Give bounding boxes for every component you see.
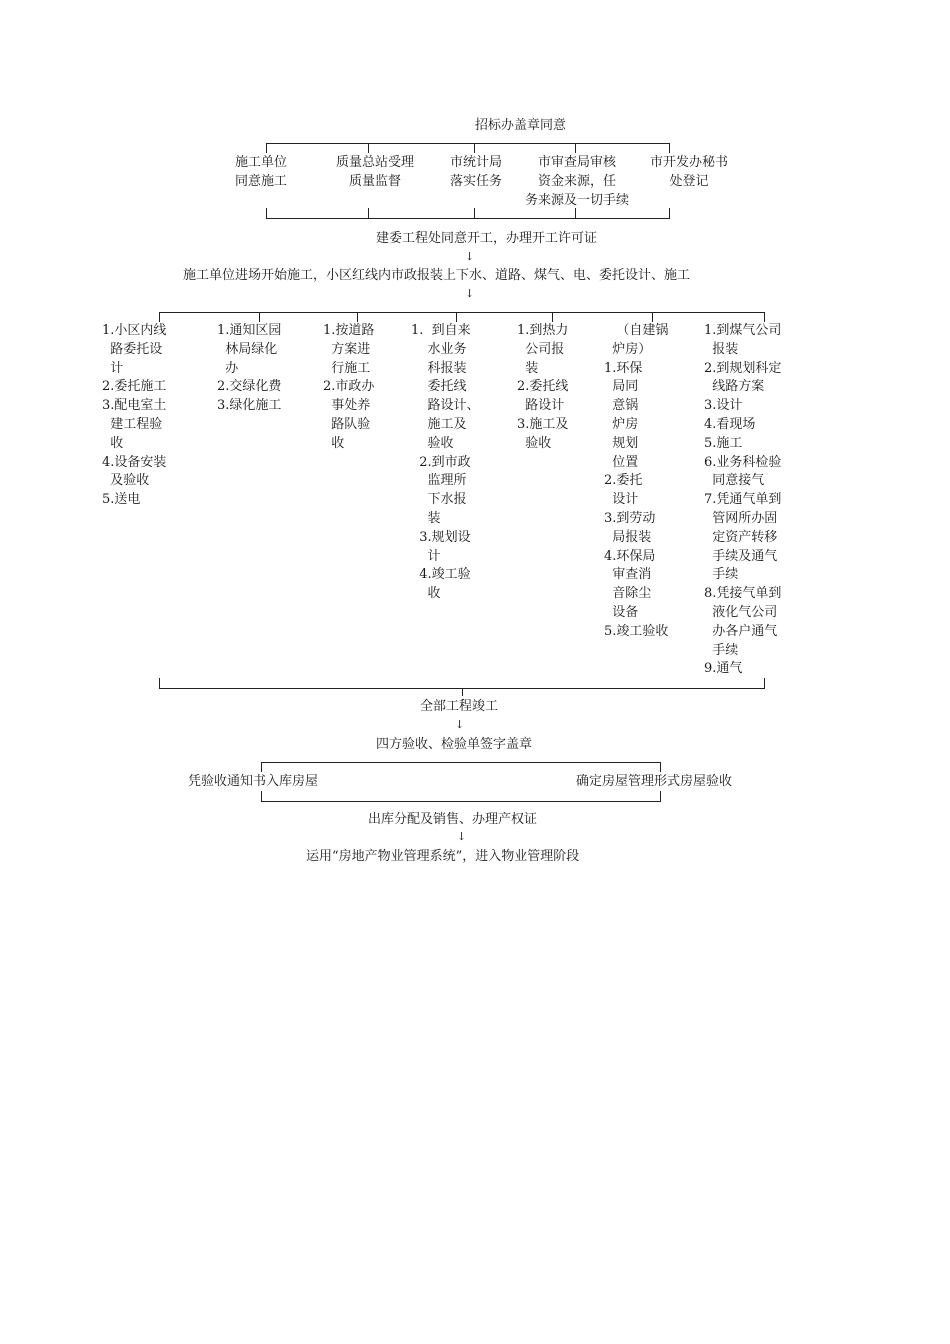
column-0-line: 路委托设 <box>102 341 163 357</box>
column-roads <box>323 322 374 454</box>
columns-bottom-center-stem <box>462 688 463 696</box>
column-greening <box>217 322 281 416</box>
row1-development-office <box>640 153 738 191</box>
step-four-party-inspection: 四方验收、检验单签字盖章 <box>376 737 533 752</box>
row1-bottom-tick-5 <box>669 208 670 218</box>
row1-item-line: 落实任务 <box>449 174 502 189</box>
column-6-line: 5.施工 <box>704 435 743 451</box>
split-right-management: 确定房屋管理形式房屋验收 <box>576 774 733 789</box>
column-6-line: 办各户通气 <box>704 623 778 639</box>
top-bracket-tick-3 <box>474 143 475 153</box>
column-3-line: 计 <box>411 548 441 564</box>
step-permit: 建委工程处同意开工，办理开工许可证 <box>376 231 598 246</box>
column-boiler-room <box>604 322 668 642</box>
column-0-line: 4.设备安装 <box>102 454 167 470</box>
column-5-line: 设计 <box>604 492 639 508</box>
column-6-line: 管网所办固 <box>704 510 778 526</box>
split-tick-left <box>261 762 262 772</box>
column-5-line: 2.委托 <box>604 473 643 489</box>
column-3-line: 2.到市政 <box>411 454 471 470</box>
top-bracket-tick-5 <box>669 143 670 153</box>
columns-top-tick-1 <box>159 312 160 322</box>
column-3-line: 下水报 <box>411 492 467 508</box>
column-5-line: 局同 <box>604 379 639 395</box>
column-2-line: 2.市政办 <box>323 379 375 395</box>
step-construction-start: 施工单位进场开始施工，小区红线内市政报装上下水、道路、煤气、电、委托设计、施工 <box>183 268 691 283</box>
column-6-line: 9.通气 <box>704 661 743 677</box>
row1-item-line: 务来源及一切手续 <box>524 193 629 208</box>
column-6-line: 定资产转移 <box>704 529 778 545</box>
column-5-line: 设备 <box>604 604 639 620</box>
column-3-line: 收 <box>411 586 441 602</box>
row1-item-line: 资金来源，任 <box>537 174 616 189</box>
top-bracket-tick-4 <box>575 143 576 153</box>
arrow-down-icon: ↓ <box>465 250 475 263</box>
column-6-line: 同意接气 <box>704 473 765 489</box>
column-0-line: 2.委托施工 <box>102 379 167 395</box>
row1-item-line: 市开发办秘书 <box>649 155 728 170</box>
column-3-line: 委托线 <box>411 379 467 395</box>
row1-item-line: 市统计局 <box>449 155 502 170</box>
column-0-line: 及验收 <box>102 473 150 489</box>
column-5-line: 规划 <box>604 435 639 451</box>
column-3-line: 1. 到自来 <box>411 323 471 338</box>
row1-item-line: 施工单位 <box>234 155 287 170</box>
column-3-line: 监理所 <box>411 473 467 489</box>
top-bracket-tick-2 <box>368 143 369 153</box>
column-3-line: 3.规划设 <box>411 529 471 545</box>
column-2-line: 事处养 <box>323 398 371 414</box>
columns-bottom-tick-left <box>159 678 160 688</box>
column-0-line: 计 <box>102 360 124 376</box>
column-3-line: 科报装 <box>411 360 467 376</box>
column-6-line: 报装 <box>704 341 739 357</box>
top-bracket-line <box>266 143 670 144</box>
column-5-line: 音除尘 <box>604 586 652 602</box>
column-5-line: 意锅 <box>604 398 639 414</box>
step-all-complete: 全部工程竣工 <box>420 699 499 714</box>
columns-bottom-tick-right <box>764 678 765 688</box>
column-4-line: 公司报 <box>517 341 565 357</box>
split-tick-right <box>660 762 661 772</box>
column-1-line: 3.绿化施工 <box>217 398 282 414</box>
column-0-line: 1.小区内线 <box>102 323 167 338</box>
column-2-line: 1.按道路 <box>323 323 375 338</box>
column-4-line: 路设计 <box>517 398 565 414</box>
row1-bottom-bracket-line <box>266 218 670 219</box>
column-5-line: 3.到劳动 <box>604 510 656 526</box>
row1-bottom-tick-2 <box>368 208 369 218</box>
column-6-line: 手续 <box>704 567 739 583</box>
columns-top-tick-7 <box>764 312 765 322</box>
column-heating <box>517 322 568 454</box>
column-5-line: 炉房 <box>604 416 639 432</box>
column-5-line: 位置 <box>604 454 639 470</box>
split-bracket-line <box>261 762 661 763</box>
column-1-line: 办 <box>217 360 239 376</box>
column-6-line: 7.凭通气单到 <box>704 492 782 508</box>
column-6-line: 4.看现场 <box>704 416 756 432</box>
columns-top-tick-4 <box>456 312 457 322</box>
columns-top-tick-6 <box>652 312 653 322</box>
column-6-line: 1.到煤气公司 <box>704 323 782 338</box>
arrow-down-icon: ↓ <box>455 718 465 731</box>
column-5-line: 4.环保局 <box>604 548 656 564</box>
top-bracket-tick-1 <box>266 143 267 153</box>
column-3-line: 施工及 <box>411 416 467 432</box>
column-6-line: 2.到规划科定 <box>704 360 782 376</box>
column-gas <box>704 322 781 679</box>
title-tender-approval: 招标办盖章同意 <box>475 118 567 133</box>
column-4-line: 3.施工及 <box>517 416 569 432</box>
columns-top-bracket-line <box>159 312 765 313</box>
column-5-line: 审查消 <box>604 567 652 583</box>
row1-construction-unit <box>218 153 304 191</box>
split-tick-left-bottom <box>261 791 262 801</box>
row1-item-line: 处登记 <box>669 174 709 189</box>
column-5-line: 局报装 <box>604 529 652 545</box>
column-6-line: 3.设计 <box>704 398 743 414</box>
row1-bottom-tick-3 <box>474 208 475 218</box>
column-4-line: 验收 <box>517 435 552 451</box>
column-0-line: 建工程验 <box>102 416 163 432</box>
column-3-line: 4.竣工验 <box>411 567 471 583</box>
column-water <box>411 322 480 604</box>
column-6-line: 手续 <box>704 642 739 658</box>
column-5-line: 5.竣工验收 <box>604 623 669 639</box>
row1-audit-bureau <box>515 153 639 210</box>
row1-bottom-tick-1 <box>266 208 267 218</box>
column-0-line: 收 <box>102 435 124 451</box>
column-5-line: 炉房） <box>604 341 652 357</box>
step-distribution: 出库分配及销售、办理产权证 <box>368 812 538 827</box>
columns-top-tick-3 <box>357 312 358 322</box>
column-3-line: 路设计、 <box>411 398 480 414</box>
column-4-line: 装 <box>517 360 539 376</box>
split-tick-right-bottom <box>660 791 661 801</box>
columns-top-tick-5 <box>552 312 553 322</box>
arrow-down-icon: ↓ <box>465 287 475 300</box>
column-6-line: 线路方案 <box>704 379 765 395</box>
row1-statistics-bureau <box>436 153 516 191</box>
row1-item-line: 质量总站受理 <box>335 155 414 170</box>
row1-bottom-tick-4 <box>575 208 576 218</box>
column-6-line: 手续及通气 <box>704 548 778 564</box>
row1-item-line: 市审查局审核 <box>537 155 616 170</box>
column-3-line: 验收 <box>411 435 454 451</box>
arrow-down-icon: ↓ <box>457 830 467 843</box>
column-0-line: 3.配电室土 <box>102 398 167 414</box>
column-6-line: 6.业务科检验 <box>704 454 782 470</box>
column-1-line: 1.通知区园 <box>217 323 282 338</box>
column-6-line: 8.凭接气单到 <box>704 586 782 602</box>
step-property-management: 运用“房地产物业管理系统”，进入物业管理阶段 <box>306 849 580 864</box>
column-2-line: 路队验 <box>323 416 371 432</box>
split-left-warehouse: 凭验收通知书入库房屋 <box>188 774 319 789</box>
column-5-line: （自建锅 <box>604 323 669 338</box>
column-1-line: 林局绿化 <box>217 341 278 357</box>
row1-quality-station <box>326 153 424 191</box>
column-2-line: 行施工 <box>323 360 371 376</box>
column-3-line: 水业务 <box>411 341 467 357</box>
column-1-line: 2.交绿化费 <box>217 379 282 395</box>
column-3-line: 装 <box>411 510 441 526</box>
column-2-line: 收 <box>323 435 345 451</box>
split-bottom-line <box>261 801 661 802</box>
column-5-line: 1.环保 <box>604 360 643 376</box>
column-0-line: 5.送电 <box>102 492 141 508</box>
row1-item-line: 质量监督 <box>348 174 401 189</box>
column-4-line: 1.到热力 <box>517 323 569 338</box>
row1-item-line: 同意施工 <box>234 174 287 189</box>
column-6-line: 液化气公司 <box>704 604 778 620</box>
column-power-supply <box>102 322 166 510</box>
columns-top-tick-2 <box>259 312 260 322</box>
column-2-line: 方案进 <box>323 341 371 357</box>
column-4-line: 2.委托线 <box>517 379 569 395</box>
